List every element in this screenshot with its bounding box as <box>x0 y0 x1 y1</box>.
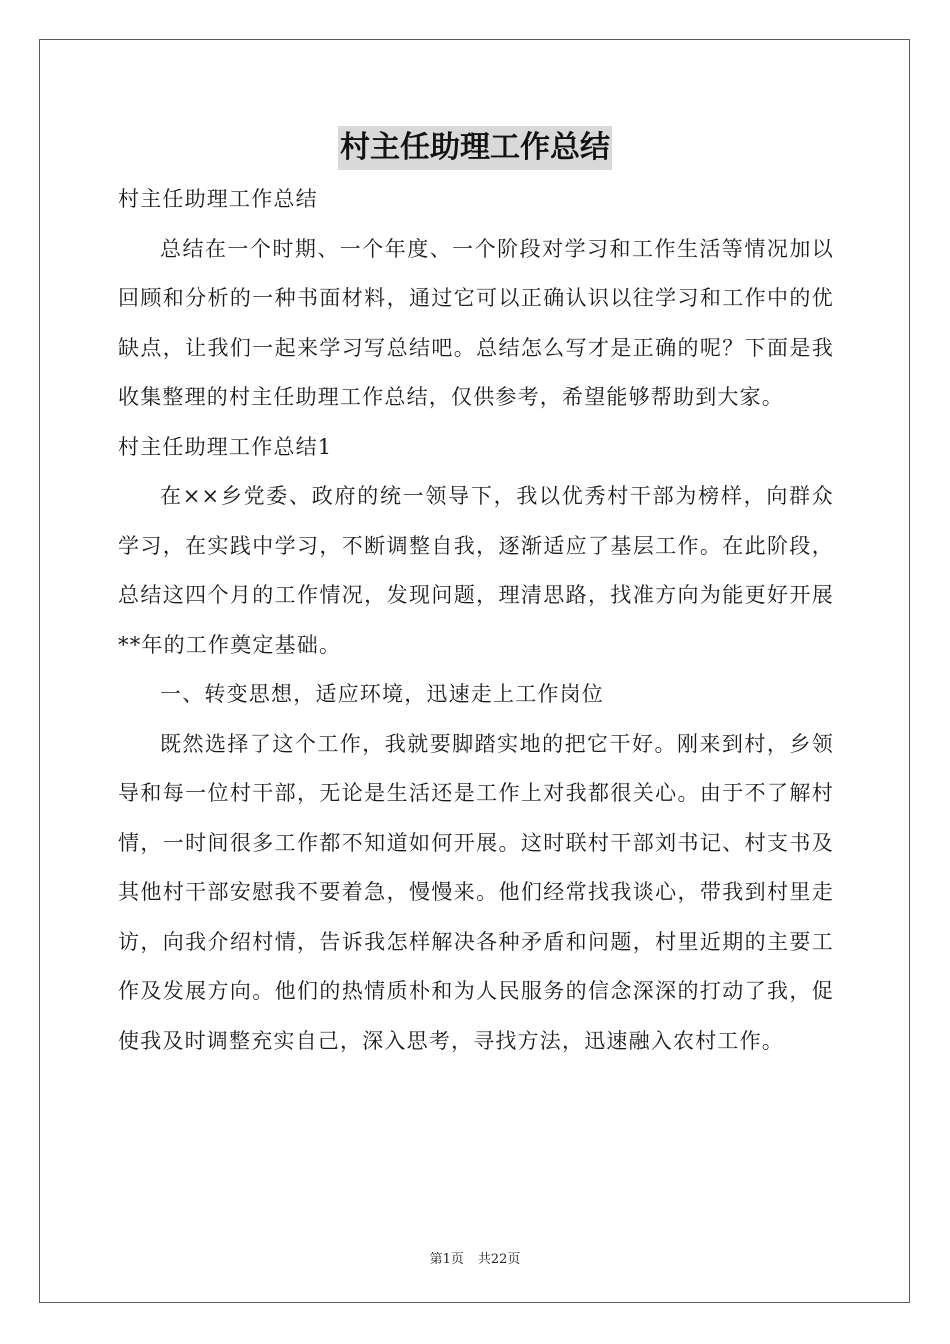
page-total: 共22页 <box>477 1252 521 1267</box>
paragraph-body-1: 在××乡党委、政府的统一领导下，我以优秀村干部为榜样，向群众学习，在实践中学习，不断调整自我，逐渐适应了基层工作。在此阶段，总结这四个月的工作情况，发现问题，理清思路，找准方向为能更好开展**年的工作奠定基础。 <box>118 484 834 657</box>
paragraph-intro: 总结在一个时期、一个年度、一个阶段对学习和工作生活等情况加以回顾和分析的一种书面材料，通过它可以正确认识以往学习和工作中的优缺点，让我们一起来学习写总结吧。总结怎么写才是正确的呢？下面是我收集整理的村主任助理工作总结，仅供参考，希望能够帮助到大家。 <box>118 236 834 409</box>
document-title: 村主任助理工作总结 <box>338 126 612 170</box>
paragraph-body-2: 既然选择了这个工作，我就要脚踏实地的把它干好。刚来到村，乡领导和每一位村干部，无论是生活还是工作上对我都很关心。由于不了解村情，一时间很多工作都不知道如何开展。这时联村干部刘书记、村支书及其他村干部安慰我不要着急，慢慢来。他们经常找我谈心，带我到村里走访，向我介绍村情，告诉我怎样解决各种矛盾和问题，村里近期的主要工作及发展方向。他们的热情质朴和为人民服务的信念深深的打动了我，促使我及时调整充实自己，深入思考，寻找方法，迅速融入农村工作。 <box>118 731 834 1053</box>
document-body <box>118 175 834 1066</box>
page-number: 第1页 <box>429 1252 464 1267</box>
paragraph-subheading: 一、转变思想，适应环境，迅速走上工作岗位 <box>160 682 604 706</box>
paragraph-section-heading: 村主任助理工作总结1 <box>118 434 333 459</box>
paragraph-subtitle: 村主任助理工作总结 <box>118 187 318 211</box>
page-footer <box>0 1248 950 1267</box>
title-container <box>0 126 950 170</box>
